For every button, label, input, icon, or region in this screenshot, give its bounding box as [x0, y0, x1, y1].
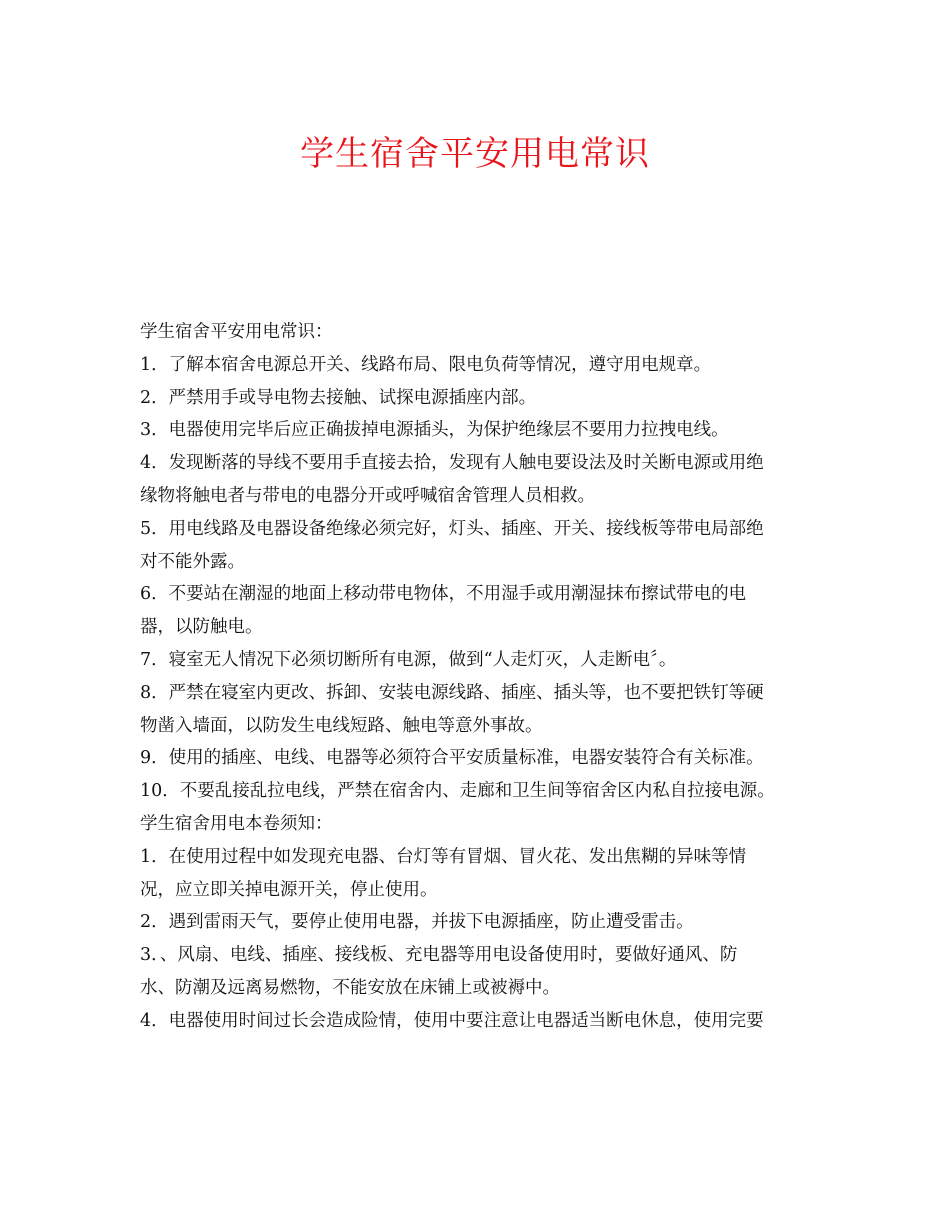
text-line: 水、防潮及远离易燃物，不能安放在床铺上或被褥中。: [140, 977, 560, 998]
text-line: 对不能外露。: [140, 551, 245, 572]
text-line: 4．电器使用时间过长会造成险情，使用中要注意让电器适当断电休息，使用完要: [140, 1010, 764, 1031]
document-title: 学生宿舍平安用电常识: [300, 134, 650, 174]
text-line: 3．电器使用完毕后应正确拔掉电源插头，为保护绝缘层不要用力拉拽电线。: [140, 420, 729, 441]
text-line: 7．寝室无人情况下必须切断所有电源，做到“人走灯灭，人走断电〞。: [140, 649, 677, 670]
text-line: 8．严禁在寝室内更改、拆卸、安装电源线路、插座、插头等，也不要把铁钉等硬: [140, 682, 764, 703]
text-line: 3．、风扇、电线、插座、接线板、充电器等用电设备使用时，要做好通风、防: [140, 945, 738, 966]
section-heading: 学生宿舍用电本卷须知：: [140, 813, 333, 834]
text-line: 1．了解本宿舍电源总开关、线路布局、限电负荷等情况，遵守用电规章。: [140, 354, 712, 375]
text-line: 况，应立即关掉电源开关，停止使用。: [140, 879, 438, 900]
text-line: 9．使用的插座、电线、电器等必须符合平安质量标准，电器安装符合有关标准。: [140, 748, 764, 769]
text-line: 4．发现断落的导线不要用手直接去拾，发现有人触电要设法及时关断电源或用绝: [140, 453, 764, 474]
text-line: 10．不要乱接乱拉电线，严禁在宿舍内、走廊和卫生间等宿舍区内私自拉接电源。: [140, 781, 775, 802]
text-line: 6．不要站在潮湿的地面上移动带电物体，不用湿手或用潮湿抹布擦试带电的电: [140, 584, 747, 605]
text-line: 物凿入墙面，以防发生电线短路、触电等意外事故。: [140, 715, 543, 736]
text-line: 2．严禁用手或导电物去接触、试探电源插座内部。: [140, 387, 537, 408]
text-line: 5．用电线路及电器设备绝缘必须完好，灯头、插座、开关、接线板等带电局部绝: [140, 518, 764, 539]
text-line: 器，以防触电。: [140, 617, 263, 638]
text-line: 2．遇到雷雨天气，要停止使用电器，并拔下电源插座，防止遭受雷击。: [140, 912, 694, 933]
text-line: 1．在使用过程中如发现充电器、台灯等有冒烟、冒火花、发出焦糊的异味等情: [140, 846, 747, 867]
section-heading: 学生宿舍平安用电常识：: [140, 322, 333, 342]
text-line: 缘物将触电者与带电的电器分开或呼喊宿舍管理人员相救。: [140, 485, 595, 506]
document-body: [140, 316, 805, 1038]
